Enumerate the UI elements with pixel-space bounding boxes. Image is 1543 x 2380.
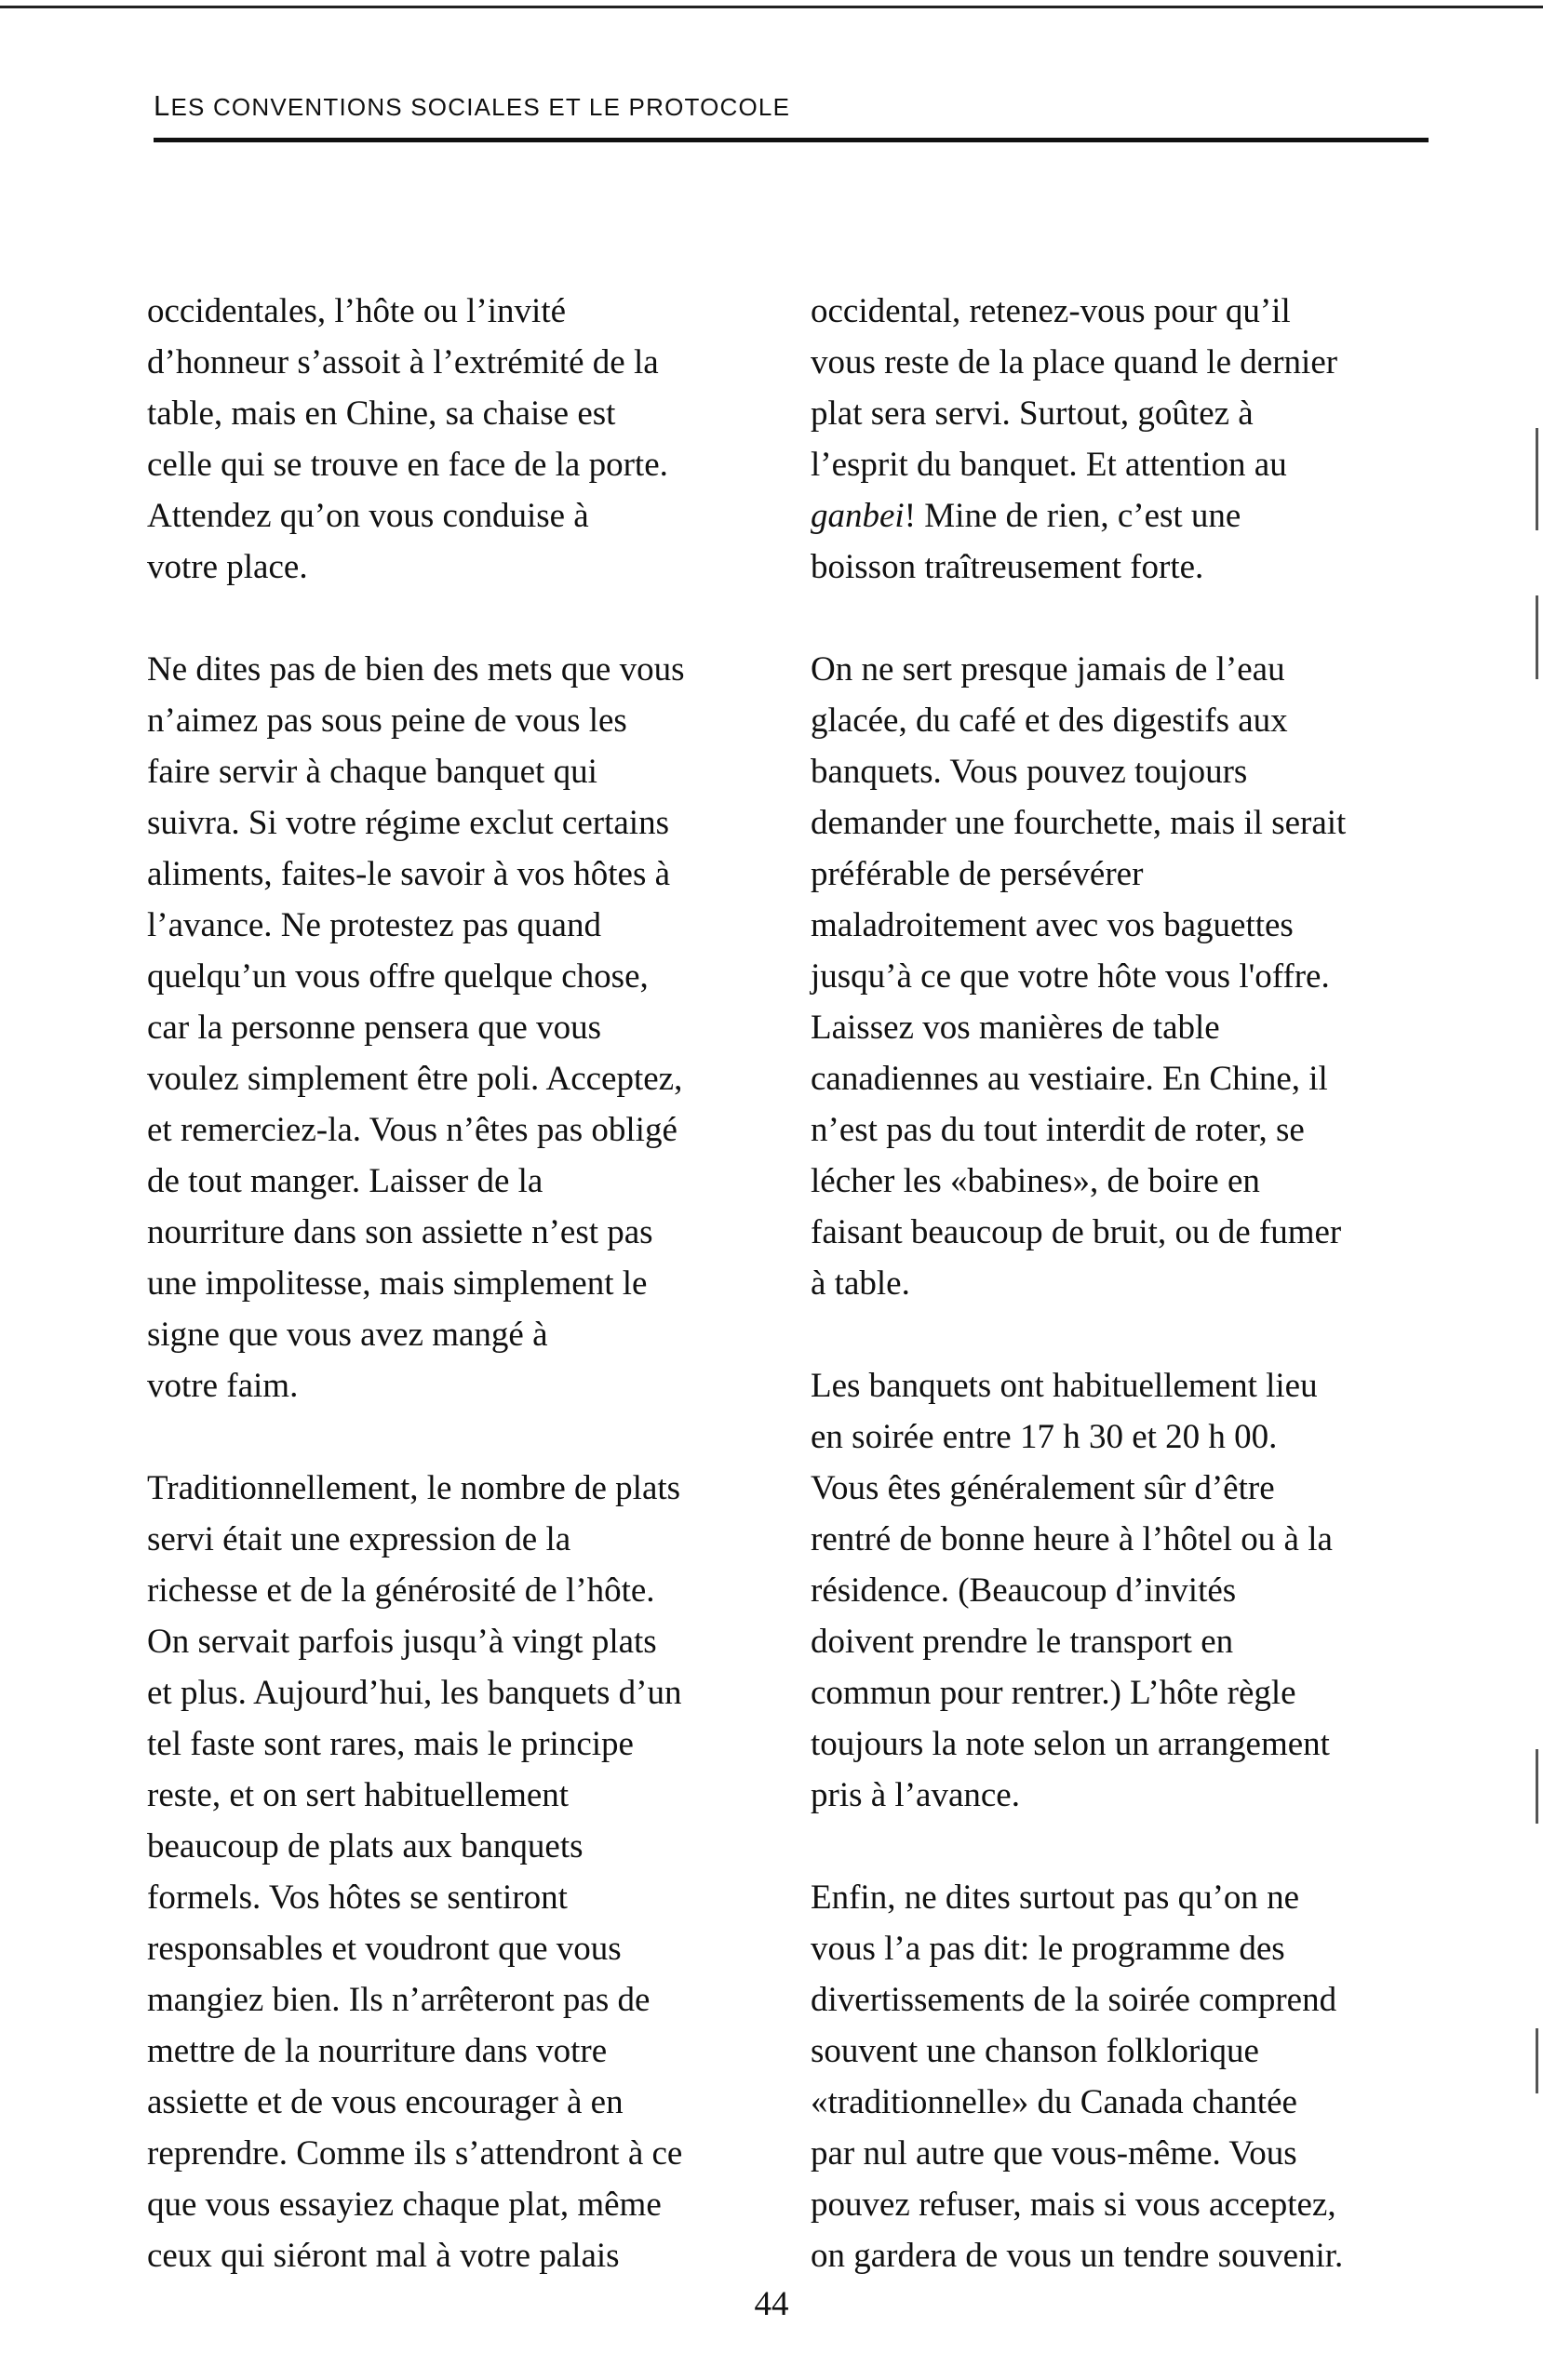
ganbei-term: ganbei <box>811 497 905 535</box>
left-paragraph-2: Ne dites pas de bien des mets que vous n’aimez pas sous peine de vous les faire servir à chaque banquet qui suivra. Si votre régime exclut certains aliments, faites-le savoir à vos hôtes à l’avance. Ne protestez pas quand quelqu’un vous offre quelque chose, car la personne pensera que vous voulez simplement être poli. Acceptez, et remerciez-la. Vous n’êtes pas obligé de tout manger. Laisser de la nourriture dans son assiette n’est pas une impolitesse, mais simplement le signe que vous avez mangé à votre faim. <box>147 650 685 1405</box>
right-paragraph-1-text-b: ! Mine de rien, c’est une boisson traîtreusement forte. <box>811 497 1241 586</box>
running-header-text: ES CONVENTIONS SOCIALES ET LE PROTOCOLE <box>170 93 791 121</box>
header-rule <box>154 138 1429 142</box>
right-paragraph-1-text-a: occidental, retenez-vous pour qu’il vous reste de la place quand le dernier plat sera servi. Surtout, goûtez à l’esprit du banquet. Et attention au <box>811 292 1338 484</box>
running-header-initial: L <box>154 89 171 122</box>
scan-edge-mark <box>1536 428 1538 530</box>
right-paragraph-2: On ne sert presque jamais de l’eau glacée, du café et des digestifs aux banquets. Vous pouvez toujours demander une fourchette, mais il serait préférable de persévérer maladroitement avec vos baguettes jusqu’à ce que votre hôte vous l'offre. Laissez vos manières de table canadiennes au vestiaire. En Chine, il n’est pas du tout interdit de roter, se lécher les «babines», de boire en faisant beaucoup de bruit, ou de fumer à table. <box>811 650 1347 1303</box>
right-column <box>811 286 1443 2333</box>
left-paragraph-1: occidentales, l’hôte ou l’invité d’honneur s’assoit à l’extrémité de la table, mais en Chine, sa chaise est celle qui se trouve en face de la porte. Attendez qu’on vous conduise à votre place. <box>147 292 668 586</box>
running-header <box>154 91 790 120</box>
right-paragraph-1 <box>811 286 1443 593</box>
top-border-rule <box>0 6 1543 8</box>
scan-edge-mark <box>1536 1749 1538 1824</box>
left-paragraph-3: Traditionnellement, le nombre de plats servi était une expression de la richesse et de la générosité de l’hôte. On servait parfois jusqu’à vingt plats et plus. Aujourd’hui, les banquets d’un tel faste sont rares, mais le principe reste, et on sert habituellement beaucoup de plats aux banquets formels. Vos hôtes se sentiront responsables et voudront que vous mangiez bien. Ils n’arrêteront pas de mettre de la nourriture dans votre assiette et de vous encourager à en reprendre. Comme ils s’attendront à ce que vous essayiez chaque plat, même ceux qui siéront mal à votre palais <box>147 1469 683 2275</box>
scan-edge-mark <box>1536 595 1538 679</box>
right-paragraph-3: Les banquets ont habituellement lieu en soirée entre 17 h 30 et 20 h 00. Vous êtes généralement sûr d’être rentré de bonne heure à l’hôtel ou à la résidence. (Beaucoup d’invités doivent prendre le transport en commun pour rentrer.) L’hôte règle toujours la note selon un arrangement pris à l’avance. <box>811 1367 1333 1814</box>
right-paragraph-4: Enfin, ne dites surtout pas qu’on ne vous l’a pas dit: le programme des divertissements de la soirée comprend souvent une chanson folklorique «traditionnelle» du Canada chantée par nul autre que vous-même. Vous pouvez refuser, mais si vous acceptez, on gardera de vous un tendre souvenir. <box>811 1879 1344 2275</box>
page-number: 44 <box>754 2285 789 2323</box>
scan-edge-mark <box>1536 2028 1538 2093</box>
left-column <box>147 286 780 2333</box>
